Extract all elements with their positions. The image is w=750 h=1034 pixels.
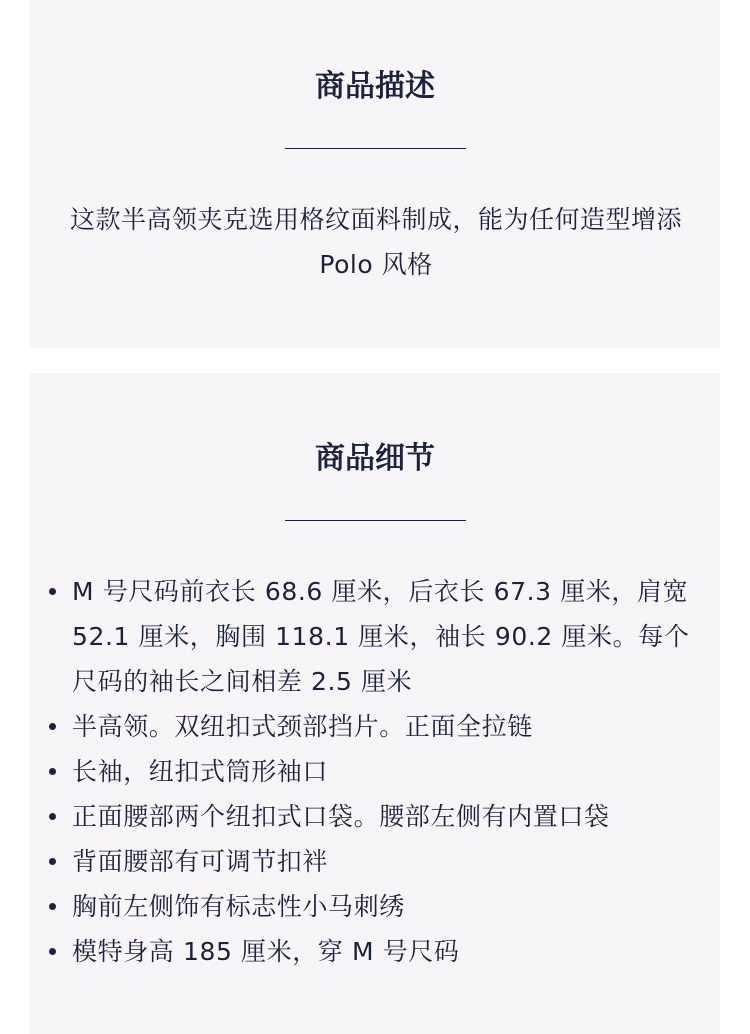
bullet-icon	[49, 858, 56, 865]
product-details-card	[30, 373, 720, 1034]
detail-item	[72, 704, 697, 749]
detail-item	[72, 569, 697, 704]
description-divider	[285, 148, 466, 149]
details-list	[72, 569, 697, 974]
detail-item-text: M 号尺码前衣长 68.6 厘米，后衣长 67.3 厘米，肩宽 52.1 厘米，胸围 118.1 厘米，袖长 90.2 厘米。每个尺码的袖长之间相差 2.5 厘米	[72, 577, 690, 696]
detail-item	[72, 884, 697, 929]
details-title: 商品细节	[315, 441, 435, 476]
detail-item-text: 胸前左侧饰有标志性小马刺绣	[72, 892, 405, 921]
bullet-icon	[49, 813, 56, 820]
detail-item	[72, 794, 697, 839]
detail-item-text: 半高领。双纽扣式颈部挡片。正面全拉链	[72, 712, 533, 741]
bullet-icon	[49, 903, 56, 910]
detail-item	[72, 749, 697, 794]
details-divider	[285, 520, 466, 521]
detail-item	[72, 929, 697, 974]
bullet-icon	[49, 948, 56, 955]
description-title: 商品描述	[315, 69, 435, 104]
detail-item-text: 背面腰部有可调节扣袢	[72, 847, 329, 876]
detail-item	[72, 839, 697, 884]
description-text: 这款半高领夹克选用格纹面料制成，能为任何造型增添 Polo 风格	[70, 205, 683, 279]
detail-item-text: 长袖，纽扣式筒形袖口	[72, 757, 329, 786]
detail-item-text: 正面腰部两个纽扣式口袋。腰部左侧有内置口袋	[72, 802, 610, 831]
product-description-card	[30, 0, 720, 348]
detail-item-text: 模特身高 185 厘米，穿 M 号尺码	[72, 937, 460, 966]
bullet-icon	[49, 768, 56, 775]
bullet-icon	[49, 723, 56, 730]
bullet-icon	[49, 588, 56, 595]
